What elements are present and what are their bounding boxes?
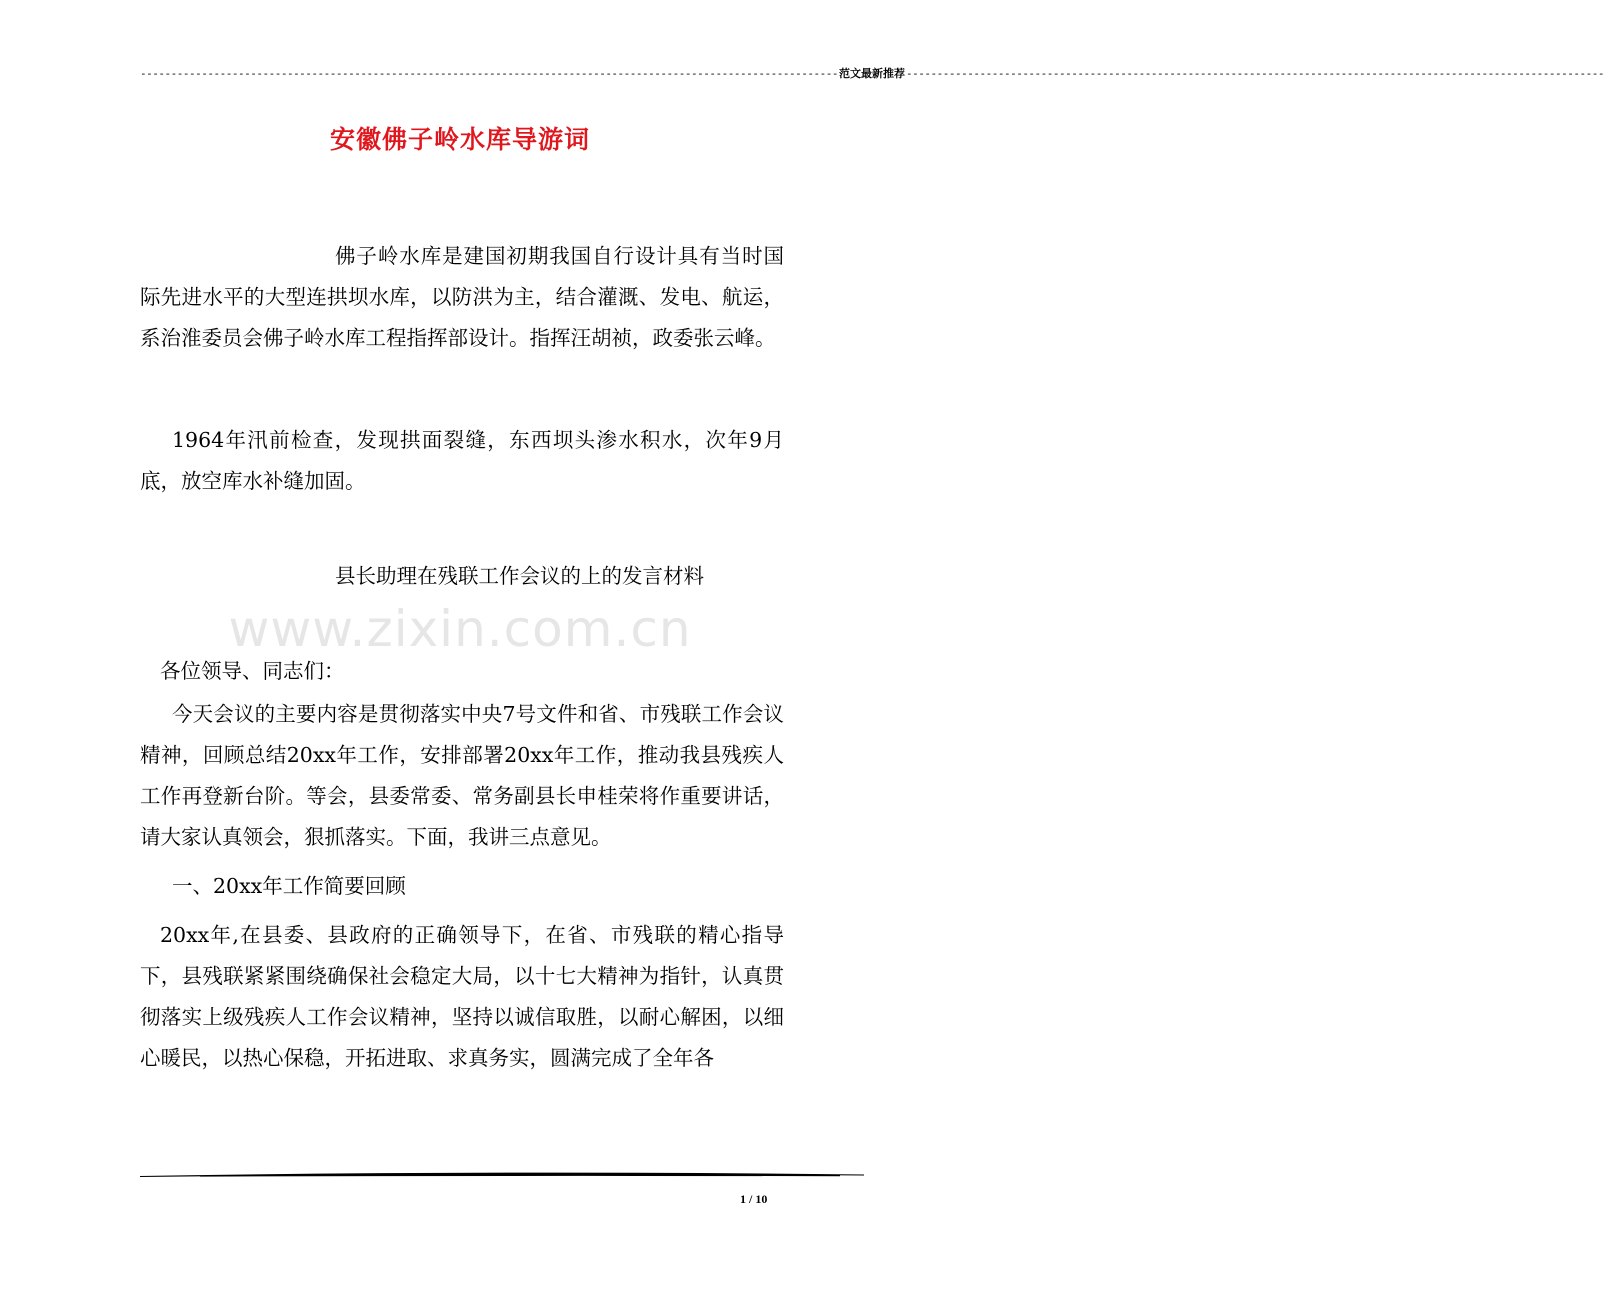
paragraph-meeting: 今天会议的主要内容是贯彻落实中央7号文件和省、市残联工作会议精神，回顾总结20xx年工作，安排部署20xx年工作，推动我县残疾人工作再登新台阶。等会，县委常委、常务副县长申桂荣将作重要讲话，请大家认真领会，狠抓落实。下面，我讲三点意见。 (140, 702, 784, 849)
document-body (140, 236, 784, 1079)
header-dashes-right: ------------------------------------------------------------------------------------------------------------------ (905, 67, 1604, 80)
spacer (140, 597, 784, 651)
spacer (140, 359, 784, 420)
watermark: www.zixin.com.cn (228, 600, 692, 658)
header-dashes-left: ------------------------------------------------------------------------------------------------------------------ (140, 67, 838, 80)
page-number: 1 / 10 (740, 1192, 768, 1206)
footer-rule (140, 1170, 864, 1180)
speech-title: 县长助理在残联工作会议的上的发言材料 (335, 564, 704, 588)
paragraph-inspection: 1964年汛前检查，发现拱面裂缝，东西坝头渗水积水，次年9月底，放空库水补缝加固。 (140, 428, 784, 493)
greeting: 各位领导、同志们： (160, 659, 345, 683)
header-label: 范文最新推荐 (838, 67, 905, 80)
document-title: 安徽佛子岭水库导游词 (329, 125, 590, 154)
page-header (140, 66, 1604, 82)
paragraph-intro: 佛子岭水库是建国初期我国自行设计具有当时国际先进水平的大型连拱坝水库，以防洪为主，结合灌溉、发电、航运，系治淮委员会佛子岭水库工程指挥部设计。指挥汪胡祯，政委张云峰。 (140, 244, 784, 350)
section-heading-1: 一、20xx年工作简要回顾 (172, 874, 406, 898)
paragraph-review: 20xx年,在县委、县政府的正确领导下，在省、市残联的精心指导下，县残联紧紧围绕确保社会稳定大局，以十七大精神为指针，认真贯彻落实上级残疾人工作会议精神，坚持以诚信取胜，以耐心解困，以细心暖民，以热心保稳，开拓进取、求真务实，圆满完成了全年各 (140, 923, 784, 1070)
spacer (140, 502, 784, 556)
